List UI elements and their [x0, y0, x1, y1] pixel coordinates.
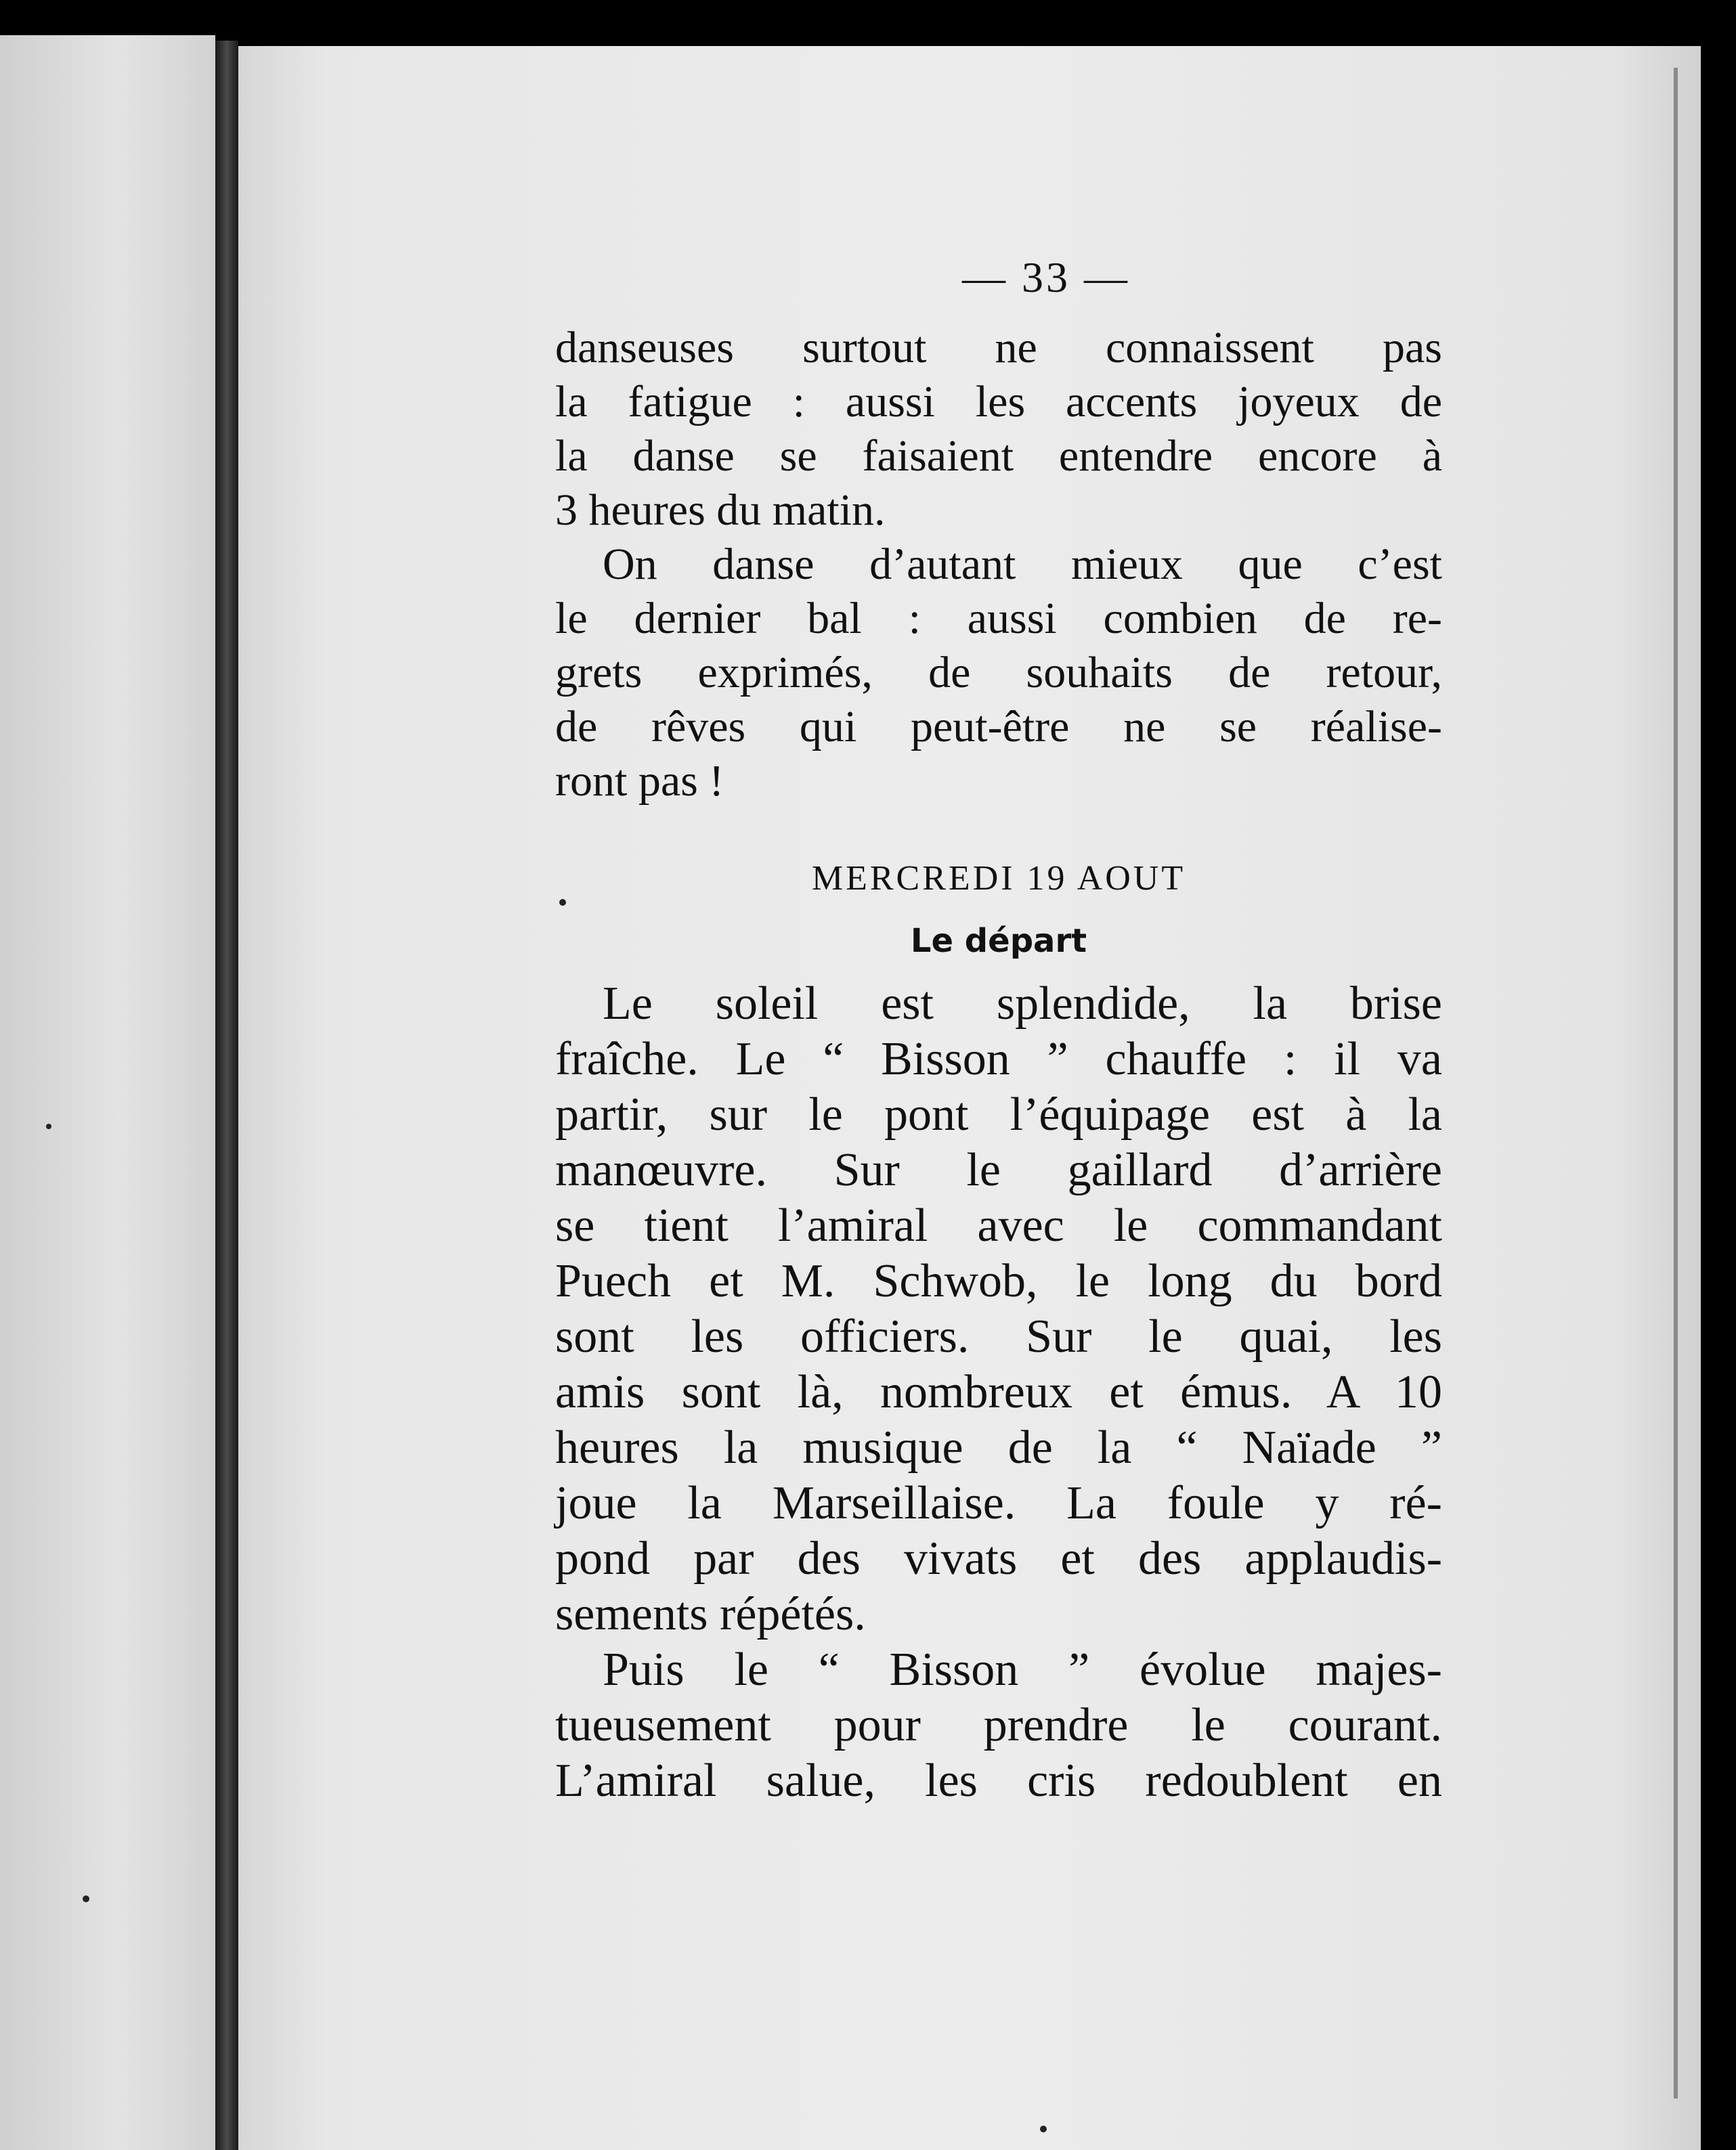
text-line: sements répétés. [555, 1588, 866, 1640]
paragraph-1 [555, 321, 1442, 538]
text-line: fraîche. Le “ Bisson ” chauffe : il va [555, 1033, 1442, 1085]
paragraph-3 [555, 976, 1442, 1642]
speck-mark [83, 1895, 89, 1902]
page-text [555, 250, 1442, 1809]
text-line: Puech et M. Schwob, le long du bord [555, 1255, 1442, 1307]
text-line: danseuses surtout ne connaissent pas [555, 323, 1442, 372]
paragraph-2 [555, 538, 1442, 808]
text-line: Puis le “ Bisson ” évolue majes- [603, 1644, 1442, 1696]
text-line: L’amiral salue, les cris redoublent en [555, 1755, 1442, 1807]
text-line: pond par des vivats et des applaudis- [555, 1533, 1442, 1585]
text-line: la fatigue : aussi les accents joyeux de [555, 377, 1442, 426]
speck-mark [46, 1124, 51, 1129]
text-line: On danse d’autant mieux que c’est [603, 540, 1442, 589]
page-number: — 33 — [962, 253, 1130, 301]
text-line: manœuvre. Sur le gaillard d’arrière [555, 1144, 1442, 1196]
text-line: sont les officiers. Sur le quai, les [555, 1311, 1442, 1363]
text-line: tueusement pour prendre le courant. [555, 1699, 1442, 1751]
text-line: se tient l’amiral avec le commandant [555, 1200, 1442, 1252]
text-line: le dernier bal : aussi combien de re- [555, 594, 1442, 643]
text-line: amis sont là, nombreux et émus. A 10 [555, 1366, 1442, 1418]
text-line: la danse se faisaient entendre encore à [555, 431, 1442, 481]
section-date-heading: MERCREDI 19 AOUT [811, 859, 1186, 898]
text-line: heures la musique de la “ Naïade ” [555, 1422, 1442, 1474]
text-line: grets exprimés, de souhaits de retour, [555, 648, 1442, 697]
text-line: partir, sur le pont l’équipage est à la [555, 1089, 1442, 1141]
paragraph-4 [555, 1642, 1442, 1809]
text-line: joue la Marseillaise. La foule y ré- [555, 1477, 1442, 1529]
speck-mark [1040, 2126, 1047, 2132]
page-edge [1674, 68, 1678, 2099]
text-line: ront pas ! [555, 756, 724, 806]
left-page [0, 35, 215, 2150]
text-line: 3 heures du matin. [555, 485, 886, 535]
book-spine [215, 41, 238, 2150]
text-line: Le soleil est splendide, la brise [603, 978, 1442, 1030]
section-title: Le départ [910, 922, 1087, 960]
text-line: de rêves qui peut-être ne se réalise- [555, 702, 1442, 751]
